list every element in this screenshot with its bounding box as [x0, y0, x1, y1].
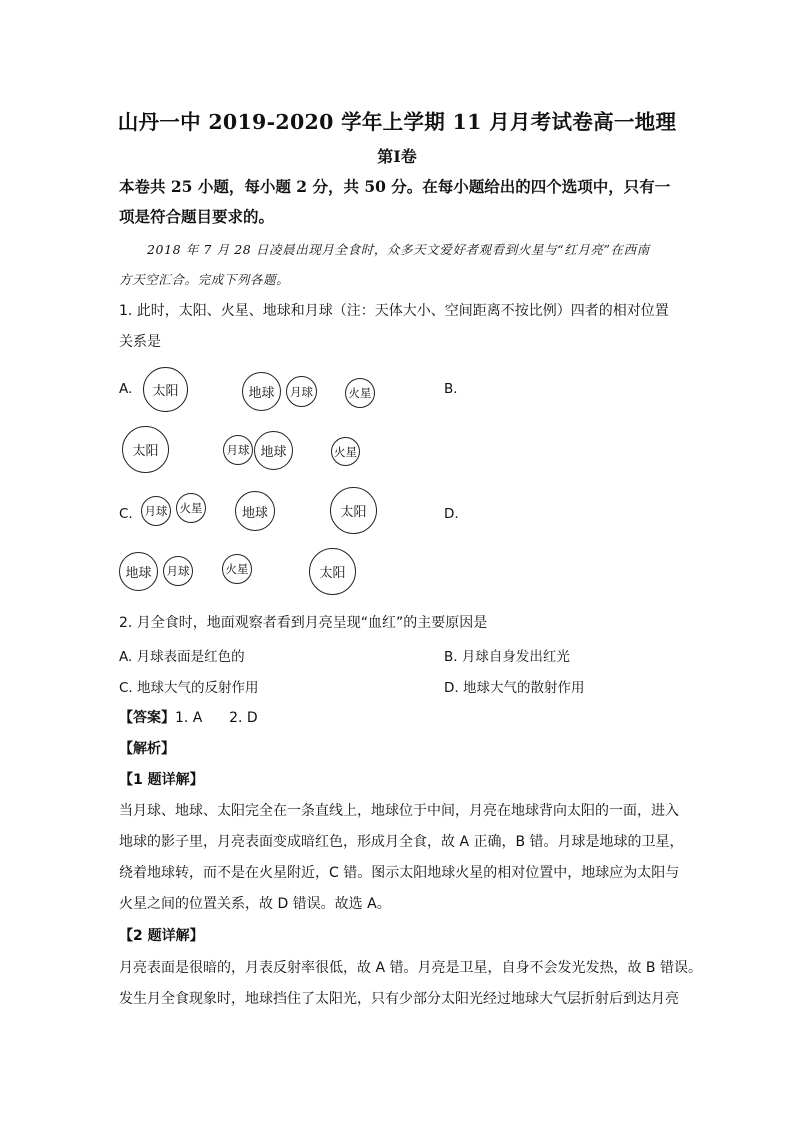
- detail-2-line: 发生月全食现象时，地球挡住了太阳光，只有少部分太阳光经过地球大气层折射后到达月亮: [119, 991, 679, 1007]
- analysis-label: 【解析】: [119, 741, 175, 757]
- detail-1-line: 火星之间的位置关系，故 D 错误。故选 A。: [119, 896, 391, 912]
- moon-circle: 月球: [163, 556, 193, 586]
- answer-value: 1. A 2. D: [175, 710, 258, 726]
- earth-circle: 地球: [242, 372, 281, 411]
- q1-option-d-label[interactable]: D.: [444, 506, 459, 522]
- q1-option-b-label[interactable]: B.: [444, 381, 458, 397]
- q2-option-b[interactable]: B. 月球自身发出红光: [444, 649, 570, 665]
- question-1-stem-line-1: 1. 此时，太阳、火星、地球和月球（注：天体大小、空间距离不按比例）四者的相对位置: [119, 303, 669, 319]
- sun-circle: 太阳: [122, 426, 169, 473]
- mars-circle: 火星: [345, 378, 375, 408]
- moon-circle: 月球: [141, 496, 171, 526]
- earth-circle: 地球: [119, 552, 158, 591]
- moon-circle: 月球: [223, 435, 253, 465]
- moon-circle: 月球: [286, 376, 317, 407]
- earth-circle: 地球: [254, 431, 293, 470]
- q1-option-c-label[interactable]: C.: [119, 506, 133, 522]
- q2-option-d[interactable]: D. 地球大气的散射作用: [444, 680, 585, 696]
- exam-title: 山丹一中 2019-2020 学年上学期 11 月月考试卷高一地理: [117, 110, 677, 134]
- answer-row: [119, 707, 258, 727]
- mars-circle: 火星: [176, 493, 206, 523]
- detail-2-label: 【2 题详解】: [119, 928, 204, 944]
- detail-1-line: 地球的影子里，月亮表面变成暗红色，形成月全食，故 A 正确，B 错。月球是地球的卫星，: [119, 834, 684, 850]
- detail-1-line: 绕着地球转，而不是在火星附近，C 错。图示太阳地球火星的相对位置中，地球应为太阳与: [119, 865, 680, 881]
- question-2-stem: 2. 月全食时，地面观察者看到月亮呈现“血红”的主要原因是: [119, 615, 488, 631]
- sun-circle: 太阳: [330, 487, 377, 534]
- sun-circle: 太阳: [309, 548, 356, 595]
- intro-line-1: 2018 年 7 月 28 日凌晨出现月全食时，众多天文爱好者观看到火星与“红月亮”在西南: [147, 242, 650, 257]
- answer-label: 【答案】: [119, 710, 175, 726]
- section-heading: 第Ⅰ卷: [377, 147, 417, 166]
- detail-1-line: 当月球、地球、太阳完全在一条直线上，地球位于中间，月亮在地球背向太阳的一面，进入: [119, 803, 679, 819]
- mars-circle: 火星: [331, 437, 360, 466]
- mars-circle: 火星: [222, 554, 252, 584]
- earth-circle: 地球: [235, 491, 275, 531]
- instructions-line-1: 本卷共 25 小题，每小题 2 分，共 50 分。在每小题给出的四个选项中，只有一: [119, 177, 671, 196]
- sun-circle: 太阳: [143, 367, 188, 412]
- q2-option-a[interactable]: A. 月球表面是红色的: [119, 649, 245, 665]
- intro-line-2: 方天空汇合。完成下列各题。: [119, 272, 290, 287]
- detail-2-line: 月亮表面是很暗的，月表反射率很低，故 A 错。月亮是卫星，自身不会发光发热，故 B 错误。: [119, 960, 702, 976]
- q1-option-a-label[interactable]: A.: [119, 381, 133, 397]
- q2-option-c[interactable]: C. 地球大气的反射作用: [119, 680, 259, 696]
- question-1-stem-line-2: 关系是: [119, 334, 161, 350]
- instructions-line-2: 项是符合题目要求的。: [119, 207, 275, 226]
- detail-1-label: 【1 题详解】: [119, 772, 204, 788]
